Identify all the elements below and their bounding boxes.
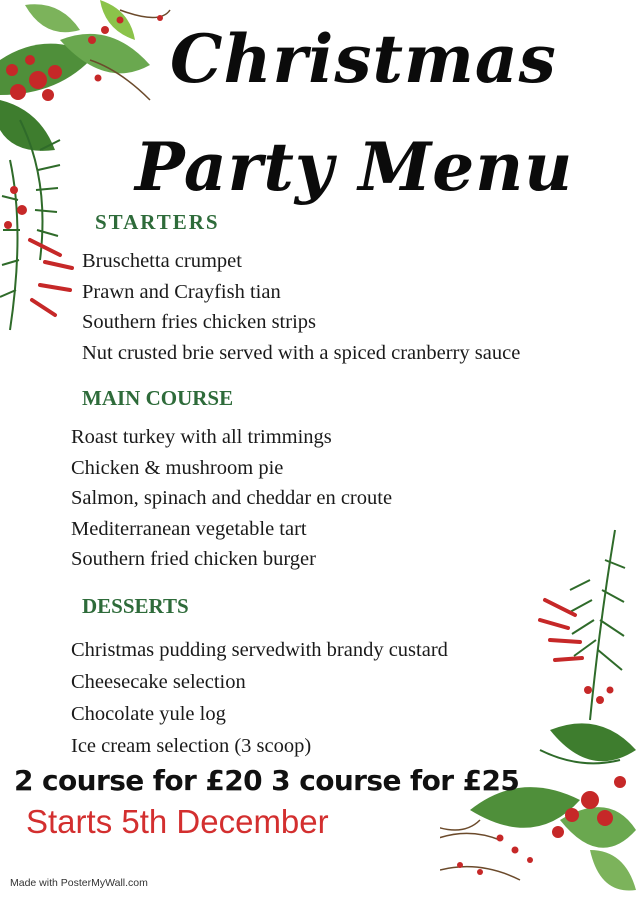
list-item: Chocolate yule log (71, 703, 226, 725)
list-item: Nut crusted brie served with a spiced cranberry sauce (82, 341, 521, 364)
list-item: Roast turkey with all trimmings (71, 426, 332, 448)
list-item: Prawn and Crayfish tian (82, 280, 281, 303)
main-course-heading: MAIN COURSE (82, 386, 234, 410)
list-item: Bruschetta crumpet (82, 250, 242, 272)
list-item: Ice cream selection (3 scoop) (71, 735, 312, 757)
holly-berries-decoration-bottom-right (440, 520, 636, 900)
main-course-list (71, 422, 392, 575)
pricing-text: 2 course for £20 3 course for £25 (14, 764, 520, 797)
list-item: Christmas pudding servedwith brandy custard (71, 639, 448, 661)
start-date-text: Starts 5th December (26, 803, 329, 840)
list-item: Cheesecake selection (71, 671, 246, 693)
starters-list (82, 246, 520, 368)
title-line-2: Party Menu (135, 128, 574, 206)
title-line-1: Christmas (170, 20, 557, 98)
list-item: Chicken & mushroom pie (71, 456, 284, 479)
list-item: Salmon, spinach and cheddar en croute (71, 487, 393, 509)
list-item: Mediterranean vegetable tart (71, 517, 307, 540)
starters-heading: STARTERS (95, 210, 220, 234)
desserts-heading: DESSERTS (82, 594, 189, 618)
desserts-list (71, 634, 448, 762)
list-item: Southern fried chicken burger (71, 548, 316, 570)
list-item: Southern fries chicken strips (82, 311, 316, 333)
made-with-credit: Made with PosterMyWall.com (10, 877, 148, 889)
